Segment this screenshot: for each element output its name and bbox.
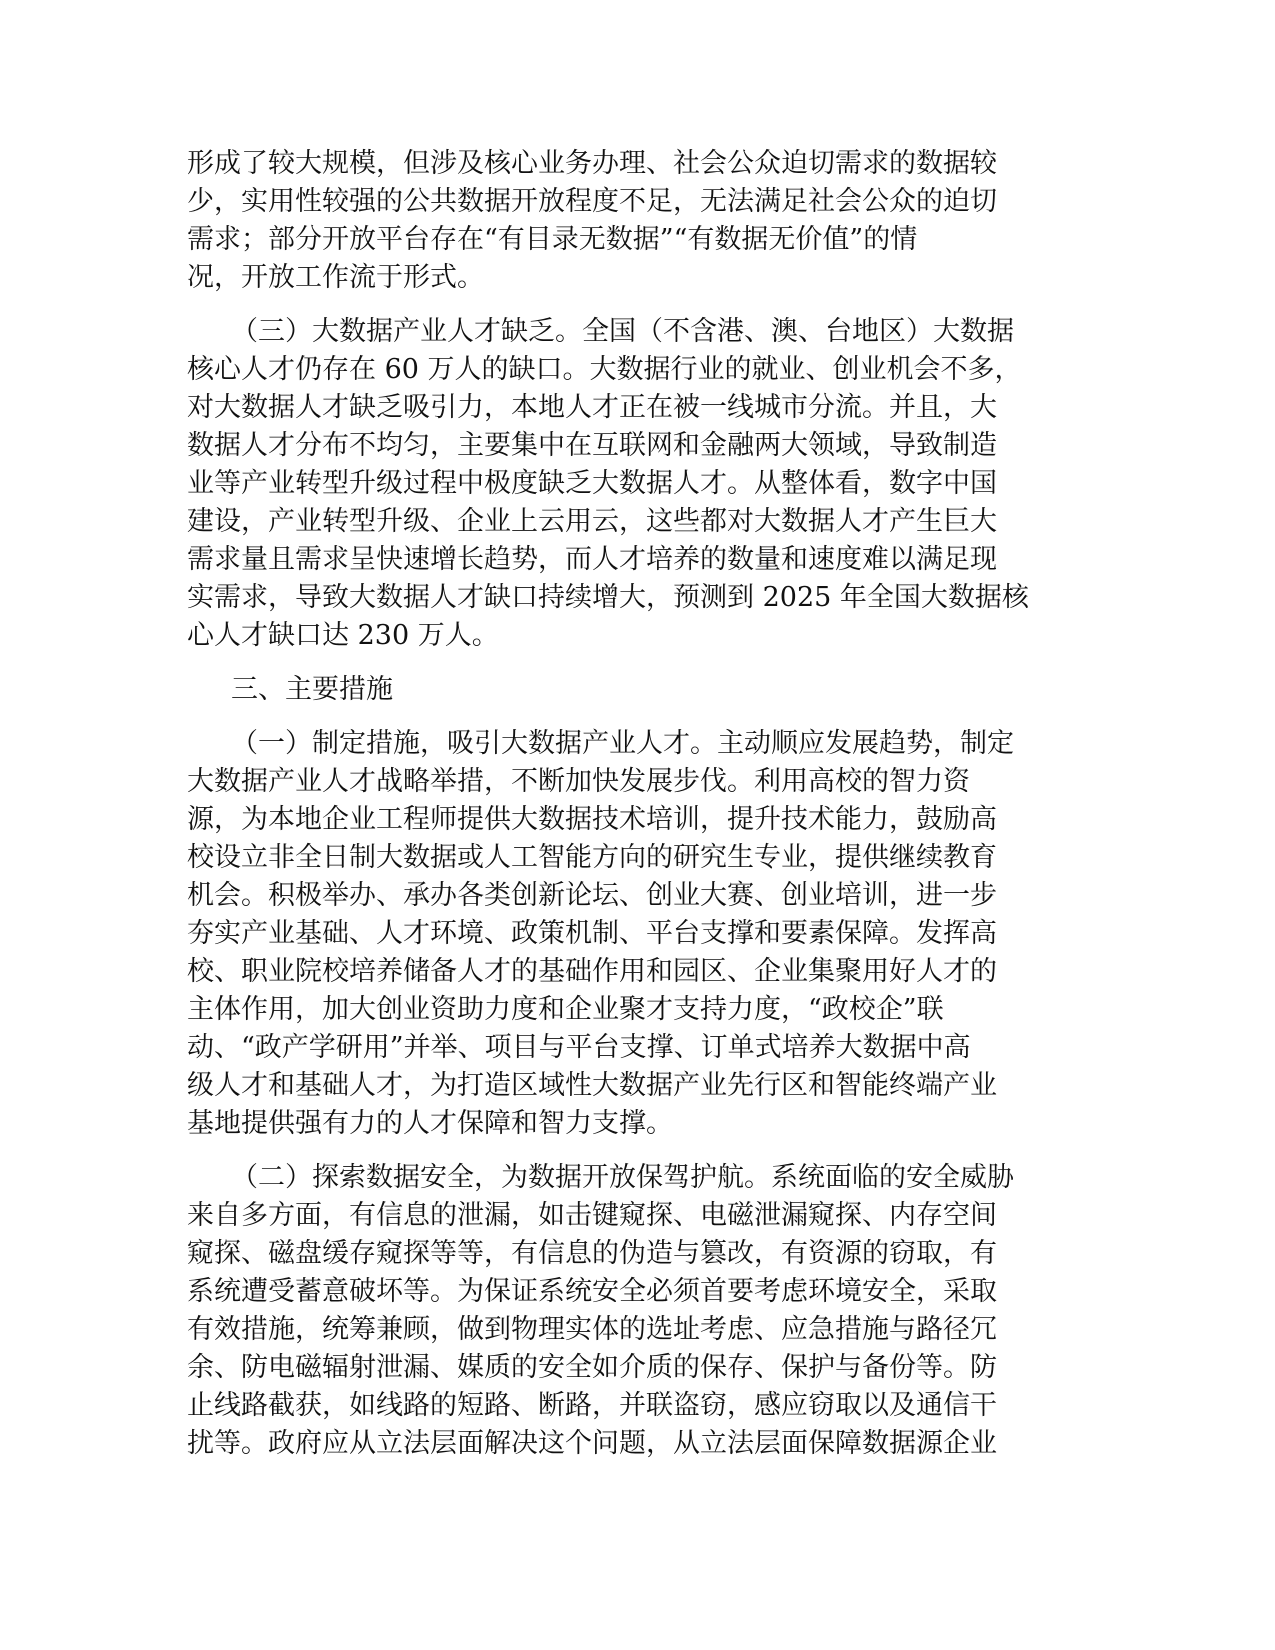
text-line: 源，为本地企业工程师提供大数据技术培训，提升技术能力，鼓励高: [187, 804, 997, 835]
text-line: 少，实用性较强的公共数据开放程度不足，无法满足社会公众的迫切: [187, 186, 997, 217]
text-line: 基地提供强有力的人才保障和智力支撑。: [187, 1108, 673, 1139]
text-line: 止线路截获，如线路的短路、断路，并联盗窃，感应窃取以及通信干: [187, 1390, 997, 1421]
text-line: 需求；部分开放平台存在“有目录无数据”“有数据无价值”的情: [187, 224, 918, 255]
text-line: 主体作用，加大创业资助力度和企业聚才支持力度，“政校企”联: [187, 994, 944, 1025]
text-line: 数据人才分布不均匀，主要集中在互联网和金融两大领域，导致制造: [187, 430, 997, 461]
text-line: 有效措施，统筹兼顾，做到物理实体的选址考虑、应急措施与路径冗: [187, 1314, 997, 1345]
text-line: 况，开放工作流于形式。: [187, 262, 484, 293]
text-line: 需求量且需求呈快速增长趋势，而人才培养的数量和速度难以满足现: [187, 544, 997, 575]
text-line: 大数据产业人才战略举措，不断加快发展步伐。利用高校的智力资: [187, 766, 970, 797]
text-line: 余、防电磁辐射泄漏、媒质的安全如介质的保存、保护与备份等。防: [187, 1352, 997, 1383]
text-line: 实需求，导致大数据人才缺口持续增大，预测到 2025 年全国大数据核: [187, 582, 1029, 613]
paragraph-data-security: [187, 1159, 1067, 1463]
text-line: 核心人才仍存在 60 万人的缺口。大数据行业的就业、创业机会不多，: [187, 354, 1022, 385]
text-line: 机会。积极举办、承办各类创新论坛、创业大赛、创业培训，进一步: [187, 880, 997, 911]
paragraph-attract-talent: [187, 725, 1067, 1143]
text-line: 夯实产业基础、人才环境、政策机制、平台支撑和要素保障。发挥高: [187, 918, 997, 949]
text-line: 扰等。政府应从立法层面解决这个问题，从立法层面保障数据源企业: [187, 1428, 997, 1459]
text-line: 心人才缺口达 230 万人。: [187, 620, 499, 651]
text-line: （三）大数据产业人才缺乏。全国（不含港、澳、台地区）大数据: [231, 316, 1014, 347]
text-line: 窥探、磁盘缓存窥探等等，有信息的伪造与篡改，有资源的窃取，有: [187, 1238, 997, 1269]
text-line: （一）制定措施，吸引大数据产业人才。主动顺应发展趋势，制定: [231, 728, 1014, 759]
paragraph-data-openness-end: [187, 145, 1067, 297]
document-page: [187, 145, 1067, 1463]
text-line: 校设立非全日制大数据或人工智能方向的研究生专业，提供继续教育: [187, 842, 997, 873]
paragraph-talent-shortage: [187, 313, 1067, 655]
text-line: 对大数据人才缺乏吸引力，本地人才正在被一线城市分流。并且，大: [187, 392, 997, 423]
section-heading-main-measures: [187, 671, 1067, 709]
section-heading: 三、主要措施: [231, 674, 393, 705]
text-line: （二）探索数据安全，为数据开放保驾护航。系统面临的安全威胁: [231, 1162, 1014, 1193]
text-line: 业等产业转型升级过程中极度缺乏大数据人才。从整体看，数字中国: [187, 468, 997, 499]
text-line: 级人才和基础人才，为打造区域性大数据产业先行区和智能终端产业: [187, 1070, 997, 1101]
text-line: 动、“政产学研用”并举、项目与平台支撑、订单式培养大数据中高: [187, 1032, 971, 1063]
text-line: 建设，产业转型升级、企业上云用云，这些都对大数据人才产生巨大: [187, 506, 997, 537]
text-line: 形成了较大规模，但涉及核心业务办理、社会公众迫切需求的数据较: [187, 148, 997, 179]
text-line: 系统遭受蓄意破坏等。为保证系统安全必须首要考虑环境安全，采取: [187, 1276, 997, 1307]
text-line: 来自多方面，有信息的泄漏，如击键窥探、电磁泄漏窥探、内存空间: [187, 1200, 997, 1231]
text-line: 校、职业院校培养储备人才的基础作用和园区、企业集聚用好人才的: [187, 956, 997, 987]
